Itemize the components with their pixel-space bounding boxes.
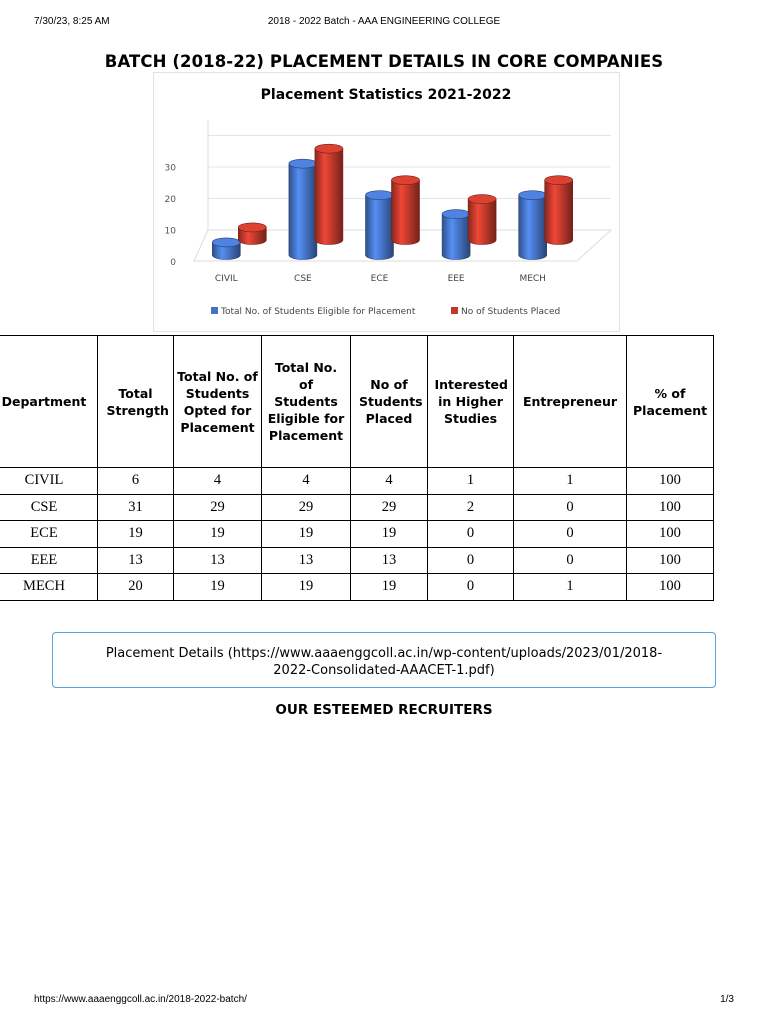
cell-department: EEE <box>0 547 98 574</box>
cell-higher-studies: 2 <box>428 494 514 521</box>
cell-entrepreneur: 0 <box>514 494 627 521</box>
legend-swatch <box>451 307 458 314</box>
chart-canvas <box>154 73 619 331</box>
cell-percent: 100 <box>627 468 714 495</box>
cell-eligible: 29 <box>262 494 351 521</box>
cell-entrepreneur: 1 <box>514 574 627 601</box>
chart-bar-top <box>545 176 573 185</box>
chart-bar-body <box>519 195 547 259</box>
cell-total-strength: 6 <box>98 468 174 495</box>
cell-opted: 19 <box>174 521 262 548</box>
x-tick-label: ECE <box>370 274 389 284</box>
y-tick-label: 30 <box>164 163 176 174</box>
legend-label: No of Students Placed <box>461 307 561 317</box>
chart-bar-body <box>442 214 470 259</box>
header-eligible: Total No. of Students Eligible for Placement <box>262 336 351 468</box>
cell-department: MECH <box>0 574 98 601</box>
cell-percent: 100 <box>627 521 714 548</box>
legend-swatch <box>211 307 218 314</box>
header-higher-studies: Interested in Higher Studies <box>428 336 514 468</box>
placement-table <box>0 335 714 601</box>
cell-higher-studies: 0 <box>428 521 514 548</box>
page-title: BATCH (2018-22) PLACEMENT DETAILS IN CORE COMPANIES <box>104 52 664 71</box>
cell-opted: 13 <box>174 547 262 574</box>
placement-chart <box>153 72 620 332</box>
link-text-line-1[interactable]: Placement Details (https://www.aaaenggcoll.ac.in/wp-content/uploads/2023/01/2018- <box>105 646 663 661</box>
cell-percent: 100 <box>627 494 714 521</box>
print-timestamp: 7/30/23, 8:25 AM <box>34 16 110 27</box>
cell-opted: 19 <box>174 574 262 601</box>
table-header-row <box>0 336 714 468</box>
cell-department: ECE <box>0 521 98 548</box>
table-row <box>0 521 714 548</box>
cell-placed: 4 <box>351 468 428 495</box>
cell-placed: 19 <box>351 521 428 548</box>
table-row <box>0 547 714 574</box>
cell-total-strength: 20 <box>98 574 174 601</box>
chart-bar-top <box>366 191 394 200</box>
y-tick-label: 0 <box>170 258 176 268</box>
cell-eligible: 4 <box>262 468 351 495</box>
cell-total-strength: 13 <box>98 547 174 574</box>
legend-label: Total No. of Students Eligible for Placement <box>221 307 416 317</box>
y-tick-label: 10 <box>164 226 176 237</box>
cell-entrepreneur: 0 <box>514 547 627 574</box>
recruiters-heading: OUR ESTEEMED RECRUITERS <box>275 702 493 718</box>
cell-percent: 100 <box>627 574 714 601</box>
cell-percent: 100 <box>627 547 714 574</box>
chart-bar-body <box>315 149 343 245</box>
cell-total-strength: 31 <box>98 494 174 521</box>
cell-eligible: 19 <box>262 521 351 548</box>
header-entrepreneur: Entrepreneur <box>514 336 627 468</box>
chart-bar-top <box>212 238 240 247</box>
print-page-number: 1/3 <box>720 994 734 1005</box>
chart-bar-top <box>442 210 470 219</box>
chart-bar-body <box>392 180 420 244</box>
cell-placed: 29 <box>351 494 428 521</box>
cell-higher-studies: 0 <box>428 547 514 574</box>
chart-bar-body <box>468 199 496 244</box>
table-row <box>0 468 714 495</box>
table-row <box>0 494 714 521</box>
cell-placed: 13 <box>351 547 428 574</box>
link-text-line-2[interactable]: 2022-Consolidated-AAACET-1.pdf) <box>273 663 495 678</box>
cell-higher-studies: 0 <box>428 574 514 601</box>
chart-bar-body <box>289 164 317 260</box>
y-tick-label: 20 <box>164 195 176 205</box>
placement-table-wrap <box>0 335 725 601</box>
print-header <box>0 16 768 30</box>
print-url: https://www.aaaenggcoll.ac.in/2018-2022-batch/ <box>34 994 247 1005</box>
chart-bar-top <box>238 223 266 232</box>
header-total-strength: Total Strength <box>98 336 174 468</box>
header-opted: Total No. of Students Opted for Placement <box>174 336 262 468</box>
cell-entrepreneur: 1 <box>514 468 627 495</box>
chart-bar-top <box>468 195 496 204</box>
cell-department: CSE <box>0 494 98 521</box>
cell-higher-studies: 1 <box>428 468 514 495</box>
chart-bar-top <box>315 144 343 153</box>
x-tick-label: MECH <box>519 274 546 284</box>
cell-placed: 19 <box>351 574 428 601</box>
x-tick-label: CSE <box>294 274 312 284</box>
chart-bar-top <box>289 159 317 168</box>
placement-details-link[interactable] <box>52 632 716 688</box>
cell-department: CIVIL <box>0 468 98 495</box>
x-tick-label: CIVIL <box>214 274 238 284</box>
chart-title: Placement Statistics 2021-2022 <box>260 87 512 103</box>
chart-bar-body <box>545 180 573 244</box>
cell-total-strength: 19 <box>98 521 174 548</box>
cell-opted: 29 <box>174 494 262 521</box>
cell-eligible: 19 <box>262 574 351 601</box>
cell-opted: 4 <box>174 468 262 495</box>
table-row <box>0 574 714 601</box>
x-tick-label: EEE <box>447 274 465 284</box>
header-department: Department <box>0 336 98 468</box>
header-placed: No of Students Placed <box>351 336 428 468</box>
chart-bar-top <box>519 191 547 200</box>
print-doc-title: 2018 - 2022 Batch - AAA ENGINEERING COLLEGE <box>267 16 501 27</box>
chart-bar-top <box>392 176 420 185</box>
cell-eligible: 13 <box>262 547 351 574</box>
chart-bar-body <box>366 195 394 259</box>
header-percent-placement: % of Placement <box>627 336 714 468</box>
cell-entrepreneur: 0 <box>514 521 627 548</box>
